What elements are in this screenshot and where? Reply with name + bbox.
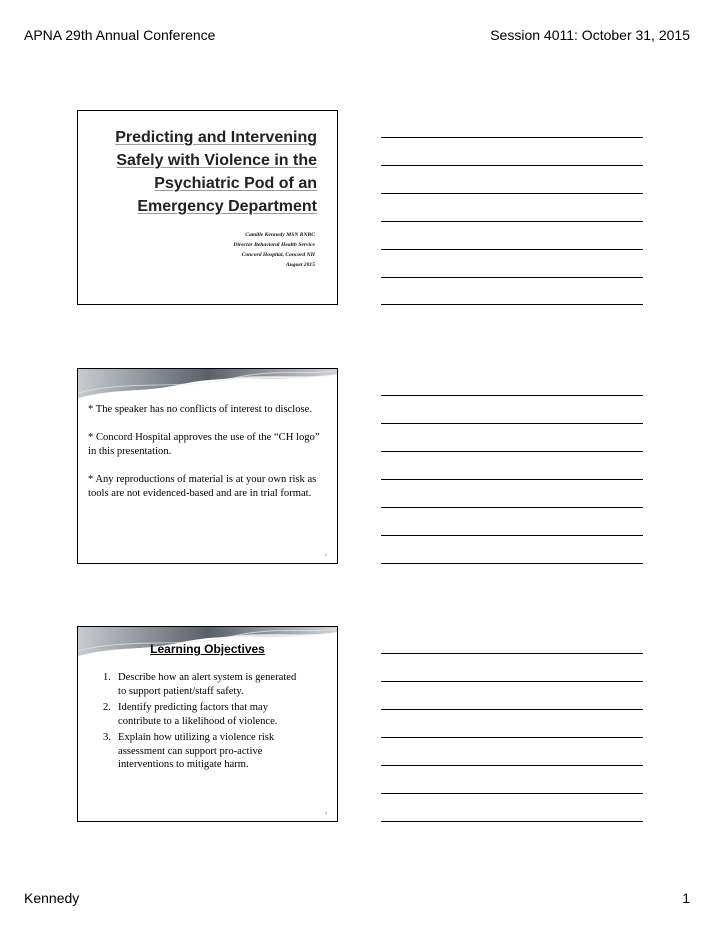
objectives-title: Learning Objectives [150,642,265,656]
note-line [381,709,643,710]
title-line: Psychiatric Pod of an [154,175,317,192]
page-number: 1 [682,890,690,906]
note-line [381,193,643,194]
note-line [381,165,643,166]
slide-3-objectives [77,626,338,822]
objective-text: Identify predicting factors that may contribute to a likelihood of violence. [118,702,278,727]
objective-text: Describe how an alert system is generated to support patient/staff safety. [118,672,297,697]
slide-number: 2 [324,552,327,557]
note-line [381,681,643,682]
slide-1-title [77,110,338,305]
note-line [381,535,643,536]
objective-text: Explain how utilizing a violence risk assessment can support pro-active interventions to mitigate harm. [118,732,275,770]
note-line [381,221,643,222]
presenter-name: Camille Kennedy MSN RNBC [245,232,315,238]
objective-item [98,731,307,772]
presenter-organization: Concord Hospital, Concord NH [241,252,315,258]
title-line: Safely with Violence in the [116,152,317,169]
objective-number: 2. [103,702,111,713]
note-line [381,249,643,250]
slide-number: 3 [324,810,327,815]
presenter-credits [233,230,315,270]
title-line: Predicting and Intervening [115,129,317,146]
objective-number: 1. [103,672,111,683]
slide-2-disclosures [77,368,338,564]
note-line [381,277,643,278]
note-line [381,737,643,738]
presentation-date: August 2015 [285,262,315,268]
note-line [381,507,643,508]
title-line: Emergency Department [137,198,317,215]
header-session: Session 4011: October 31, 2015 [490,27,690,43]
objectives-list [98,671,307,775]
note-line [381,765,643,766]
note-line [381,304,643,305]
note-line [381,395,643,396]
disclosure-paragraph: * Concord Hospital approves the use of the “CH logo” in this presentation. [88,432,320,457]
note-line [381,793,643,794]
disclosure-text [88,403,327,515]
disclosure-paragraph: * The speaker has no conflicts of interest to disclose. [88,404,312,415]
slide-header-swoosh [78,369,337,401]
disclosure-paragraph: * Any reproductions of material is at your own risk as tools are not evidenced-based and are in trial format. [88,474,317,499]
presenter-role: Director Behavioral Health Service [233,242,315,248]
note-line [381,563,643,564]
note-line [381,451,643,452]
note-line [381,423,643,424]
header-conference: APNA 29th Annual Conference [24,27,216,43]
note-line [381,137,643,138]
objective-item [98,671,307,698]
footer-author: Kennedy [24,890,80,906]
objective-number: 3. [103,732,111,743]
note-line [381,653,643,654]
note-line [381,821,643,822]
presentation-title [98,126,317,218]
note-line [381,479,643,480]
objective-item [98,701,307,728]
